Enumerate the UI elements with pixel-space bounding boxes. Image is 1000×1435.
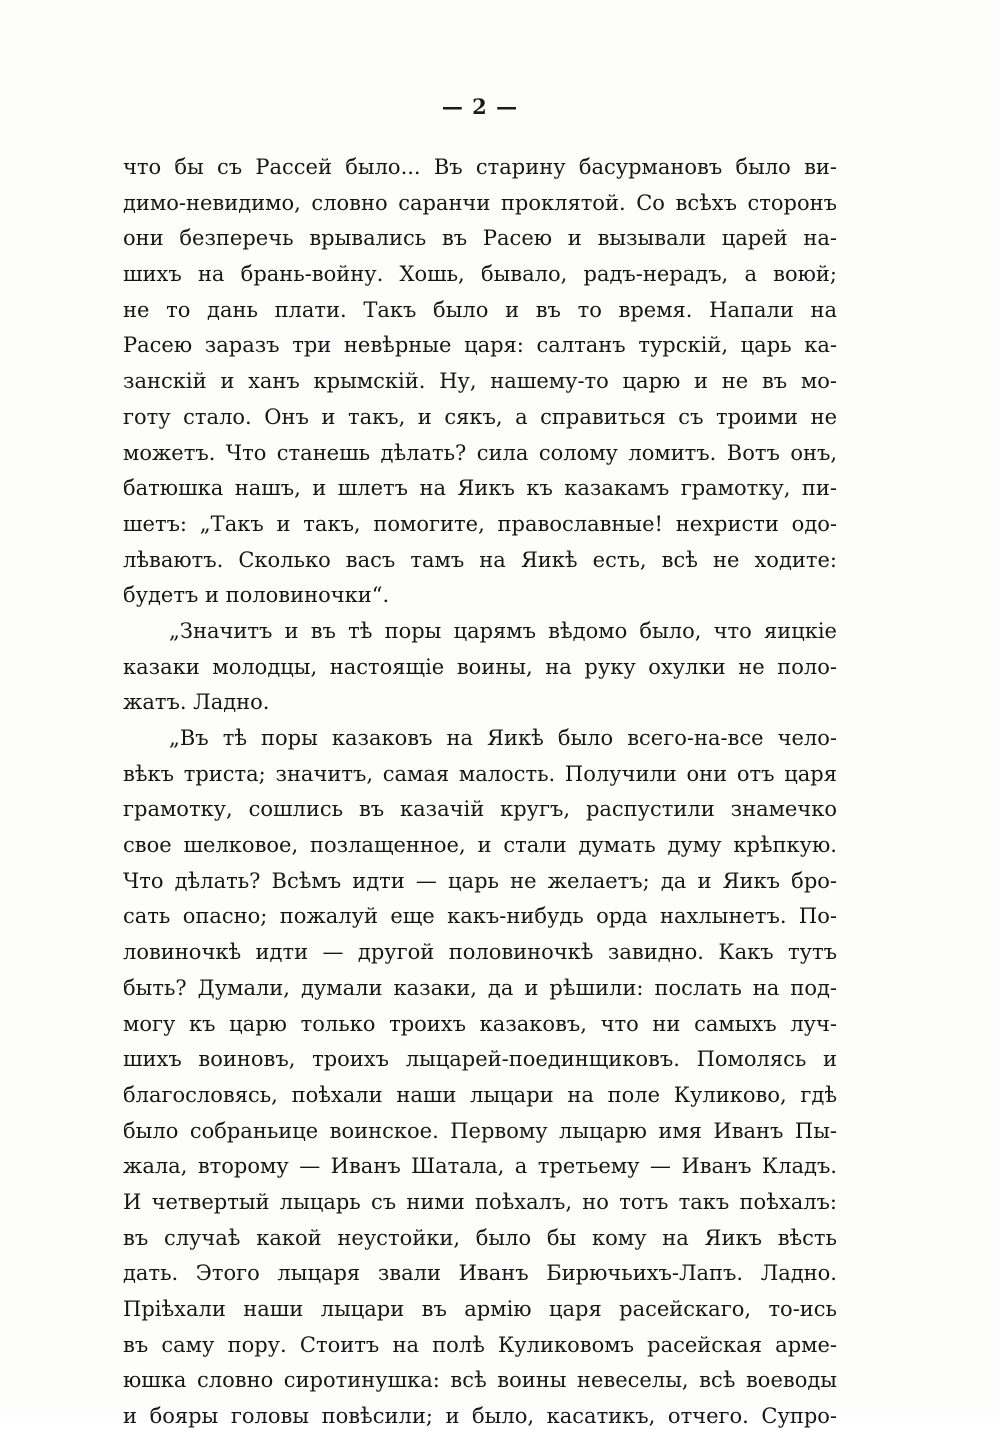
- text-line: Расею заразъ три невѣрные царя: салтанъ турскій, царь ка-: [123, 333, 837, 358]
- text-line: сать опасно; пожалуй еще какъ-нибудь орда нахлынетъ. По-: [123, 904, 837, 929]
- text-line: что бы съ Рассей было... Въ старину басурмановъ было ви-: [123, 155, 837, 179]
- text-line: лѣваютъ. Сколько васъ тамъ на Яикѣ есть, всѣ не ходите:: [123, 547, 837, 572]
- text-line: батюшка нашъ, и шлетъ на Яикъ къ казакамъ грамотку, пи-: [123, 476, 837, 501]
- paragraph-start-line: „Значитъ и въ тѣ поры царямъ вѣдомо было, что яицкіе: [169, 618, 837, 643]
- text-line: и бояры головы повѣсили; и было, касатикъ, отчего. Супро-: [123, 1404, 837, 1429]
- text-line: димо-невидимо, словно саранчи проклятой. Со всѣхъ сторонъ: [123, 190, 837, 215]
- text-line: юшка словно сиротинушка: всѣ воины невеселы, всѣ воеводы: [123, 1368, 837, 1393]
- paragraph-start-line: „Въ тѣ поры казаковъ на Яикѣ было всего-на-все чело-: [169, 726, 837, 750]
- text-line: въ случаѣ какой неустойки, было бы кому на Яикъ вѣсть: [123, 1225, 837, 1250]
- text-line: И четвертый лыцарь съ ними поѣхалъ, но тотъ такъ поѣхалъ:: [123, 1189, 837, 1214]
- text-line: готу стало. Онъ и такъ, и сякъ, а справиться съ троими не: [123, 404, 837, 429]
- text-line: Пріѣхали наши лыцари въ армію царя расейскаго, то-ись: [123, 1297, 837, 1321]
- text-line: могу къ царю только троихъ казаковъ, что ни самыхъ луч-: [123, 1011, 837, 1036]
- text-line: быть? Думали, думали казаки, да и рѣшили: послать на под-: [123, 975, 837, 1000]
- text-line: вѣкъ триста; значитъ, самая малость. Получили они отъ царя: [123, 761, 837, 786]
- text-line: было собраньице воинское. Первому лыцарю имя Иванъ Пы-: [123, 1118, 837, 1143]
- text-line: въ саму пору. Стоитъ на полѣ Куликовомъ расейская арме-: [123, 1332, 837, 1357]
- text-line: шетъ: „Такъ и такъ, помогите, православные! нехристи одо-: [123, 511, 837, 536]
- text-line: свое шелковое, позлащенное, и стали думать думу крѣпкую.: [123, 833, 837, 858]
- paragraph-end-line: будетъ и половиночки“.: [123, 583, 390, 608]
- text-line: не то дань плати. Такъ было и въ то время. Напали на: [123, 297, 837, 322]
- text-line: занскій и ханъ крымскій. Ну, нашему-то царю и не въ мо-: [123, 369, 837, 394]
- text-line: благословясь, поѣхали наши лыцари на поле Куликово, гдѣ: [123, 1082, 837, 1107]
- body-text: [123, 150, 837, 1435]
- text-line: грамотку, сошлись въ казачій кругъ, распустили знамечко: [123, 797, 837, 822]
- text-line: Что дѣлать? Всѣмъ идти — царь не желаетъ; да и Яикъ бро-: [123, 868, 837, 893]
- page-number: — 2 —: [441, 94, 519, 119]
- text-line: ловиночкѣ идти — другой половиночкѣ завидно. Какъ тутъ: [123, 940, 837, 965]
- text-line: шихъ воиновъ, троихъ лыцарей-поединщиковъ. Помолясь и: [123, 1047, 837, 1072]
- text-line: шихъ на брань-войну. Хошь, бывало, радъ-нерадъ, а воюй;: [123, 262, 837, 287]
- text-line: они безперечь врывались въ Расею и вызывали царей на-: [123, 226, 837, 251]
- paragraph-end-line: жатъ. Ладно.: [123, 690, 270, 715]
- text-line: можетъ. Что станешь дѣлать? сила солому ломитъ. Вотъ онъ,: [123, 440, 837, 465]
- text-line: дать. Этого лыцаря звали Иванъ Бирючьихъ-Лапъ. Ладно.: [123, 1261, 837, 1286]
- text-line: жала, второму — Иванъ Шатала, а третьему — Иванъ Кладъ.: [123, 1154, 837, 1179]
- text-line: казаки молодцы, настоящіе воины, на руку охулки не поло-: [123, 654, 837, 679]
